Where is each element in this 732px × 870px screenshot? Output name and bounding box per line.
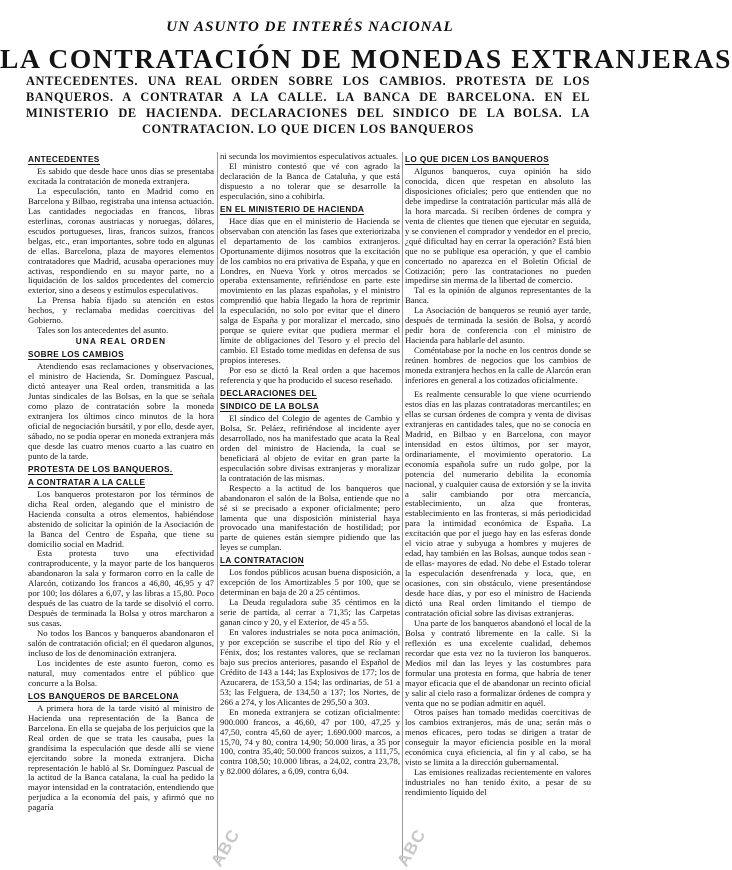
paragraph: En moneda extranjera se cotizan oficialmente: 900.000 francos, a 46,60, 47 por 100, 47,25 y 47,50, contra 45,60 de ayer; 1.690.000 marcos, a 15,70, 74 y 80, contra 14,90; 50.000 liras, a 35 por 100, contra 35,40; 50.000 francos suizos, a 111,75, contra 108,50; 10.000 libras, a 24,02, contra 23,78, y 82.000 dólares, a 6,09, contra 6,04. — [220, 706, 400, 777]
paragraph: Tales son los antecedentes del asunto. — [37, 325, 169, 336]
section-heading-real-orden: UNA REAL ORDEN — [75, 337, 167, 347]
paragraph: Es realmente censurable lo que viene ocurriendo estos días en las plazas contratadoras mercantiles; en ellas se cursan órdenes de compra y venta de divisas extranjeras en cantidades tales, que no se conocía en Madrid, en Bilbao y en Barcelona, con mayor intensidad en estos últimos, por ser mayor, ordinariamente, el movimiento operatorio. La economía española sufre un rudo golpe, por la potencia del numerario debilita la economía nacional, y cualquier causa de extorsión y se la invita a salir cambiando por otra mercancía, establecimiento, un alza que fronteras, establecimiento en las fronteras, si más periodicidad para la intimidad económica de España. La excitación que por el juego hay en las esferas donde el vicio atrae y subyuga a hombres y mujeres de edad, hay también en las Bolsas, aunque todos sean -de ellas- mayores de edad. No debe el Estado tolerar la especulación desenfrenada y loca, que, en ocasiones, con sin obstáculo, viene presentándose desde hace días, y por eso el ministro de Hacienda dictó una Real orden limitando el tiempo de contratación oficial sobre las divisas extranjeras. — [405, 388, 591, 618]
section-kicker: UN ASUNTO DE INTERÉS NACIONAL — [166, 19, 454, 35]
section-heading-declaraciones: DECLARACIONES DEL — [220, 388, 317, 398]
section-heading-cambios: SOBRE LOS CAMBIOS — [28, 350, 124, 360]
paragraph: Una parte de los banqueros abandonó el local de la Bolsa y contrató libremente en la calle. Si la reflexión es una excelente cualidad, debemos recordar que esta vez no la tuvieron los banqueros. Medios mil dan las leyes y las costumbres para formular una protesta en forma, que habría de tener mayor eficacia que el de abandonar un recinto oficial y salir al cielo raso a formalizar órdenes de compra y venta que no se podían admitir en aquél. — [405, 617, 591, 708]
paragraph: Coméntabase por la noche en los centros donde se reúnen hombres de negocios que los cambios de moneda extranjera hechos en la calle de Alarcón eran inferiores en general a los cotizados oficialmente. — [405, 345, 591, 386]
paragraph: En valores industriales se nota poca animación, y por excepción se suscribe el tipo del Río y el Fénix, dos; los restantes valores, que se reclaman bajo sus precios anteriores, pasando el Español de Crédito de 143 a 144; las Explosivos de 177; los de Azucarera, de 153,50 a 154; las ordinarias, de 51 a 53; las Felguera, de 134,50 a 137; los Nortes, de 266 a 274, y los Alicantes de 295,50 a 303. — [220, 627, 400, 707]
paragraph: Tal es la opinión de algunos representantes de la Banca. — [405, 285, 591, 306]
paragraph: Otros países han tomado medidas coercitivas de los cambios extranjeros, más de una; serán más o menos eficaces, pero todas se dirigen a tratar de conseguir la mayor eficiencia posible en la moral económica cuya eficiencia, al fin y al cabo, se ha visto se limita a la dirección gubernamental. — [405, 707, 591, 768]
section-heading-contratacion: LA CONTRATACION — [220, 556, 305, 566]
section-heading-banqueros: LO QUE DICEN LOS BANQUEROS — [405, 155, 550, 164]
column-3 — [405, 152, 591, 864]
column-rule-1 — [217, 152, 218, 860]
paragraph: Esta protesta tuvo una efectividad contraproducente, y la mayor parte de los banqueros abandonaron la sala y formaron corro en la calle de Alarcón, cotizando los francos a 46,80, 46,95 y 47 por 100; los dólares a 6,07, y las libras a 15,80. Poco después de las cuatro de la tarde se disolvió el corro. Después de terminada la Bolsa y otros marcharon a sus casas. — [28, 548, 214, 629]
paragraph: La Deuda reguladora sube 35 céntimos en la serie de partida, al cerrar a 71,35; las Carpetas ganan cinco y 20, y el Exterior, de 45 a 55. — [220, 597, 400, 628]
section-heading-ministerio: EN EL MINISTERIO DE HACIENDA — [220, 204, 365, 214]
section-heading-contratar-calle: A CONTRATAR A LA CALLE — [28, 477, 146, 487]
column-2 — [220, 152, 400, 864]
paragraph: A primera hora de la tarde visitó al ministro de Hacienda una representación de la Banca de Barcelona. En ella se quejaba de los perjuicios que la Real orden de que se trata les causaba, pues la grandísima la especulación que desde allí se viene ejercitando sobre la moneda extranjera. Dicha representación le habló al Sr. Domínguez Pascual de la actitud de la Banca catalana, la cual ha pedido la mayor intensidad en la contratación, entendiendo que perjudica a la economía del país, y afirmó que no pagaría — [28, 702, 214, 813]
paragraph: Los incidentes de este asunto fueron, como es natural, muy comentados entre el público que concurre a la Bolsa. — [28, 657, 214, 688]
paragraph: Algunos banqueros, cuya opinión ha sido conocida, dicen que respetan en absoluto las disposiciones oficiales; pero que entienden que no debe impedirse la contratación particular más allá de la hora marcada. Si reciben órdenes de compra y venta de clientes que tienen que ejecutar en seguida, y se convienen el comprador y vendedor en el precio, ¿qué dificultad hay en cerrar la operación? Está bien que no se publique esa operación, y que el cambio concertado no aparezca en el Boletín Oficial de Cotización; pero las contrataciones no pueden impedirse sin merma de la libertad de comercio. — [405, 166, 591, 286]
section-heading-sindico: SINDICO DE LA BOLSA — [220, 401, 320, 411]
paragraph: Respecto a la actitud de los banqueros que abandonaron el salón de la Bolsa, entiende que no sé si se precisado a exponer oficialmente; pero lamenta que una disposición ministerial haya provocado una manifestación de hostilidad; por parte de quienes están siempre pidiendo que las leyes se cumplan. — [220, 482, 400, 553]
paragraph: Atendiendo esas reclamaciones y observaciones, el ministro de Hacienda, Sr. Domínguez Pascual, dictó anteayer una Real orden, transmitida a las Juntas sindicales de las Bolsas, en la que se señala como plazo de contratación sobre la moneda extranjera los últimos cinco minutos de la hora oficial de negociación bursátil, y por ello, desde ayer, sábado, no se podía operar en moneda extranjera más que desde las cuatro menos cuarto a las cuatro en punto de la tarde. — [28, 361, 214, 461]
column-rule-2 — [402, 152, 403, 860]
section-heading-barcelona: LOS BANQUEROS DE BARCELONA — [28, 691, 179, 701]
paragraph: Hace días que en el ministerio de Hacienda se observaban con atención las fases que exteriorizaba el departamento de los cambios extranjeros. Oportunamente dijimos nosotros que la excitación de los cambios no era privativa de España, y que en Londres, en Nueva York y otros mercados se operaba extensamente, refiriéndose en parte este movimiento en las plazas españolas, y el ministro comprendió que había llegado la hora de reprimir la especulación, no solo por evitar que el dinero salga de España y por moralizar el mercado, sino porque se quiere evitar que pudiera mermar el límite de obligaciones del Tesoro y el precio del cambio. El Estado tome medidas en defensa de sus propios intereses. — [220, 215, 400, 366]
paragraph: El ministro contestó que vé con agrado la declaración de la Banca de Cataluña, y que está dispuesto a no tolerar que se desarrolle la especulación, sino a cohibirla. — [220, 160, 400, 201]
headline: LA CONTRATACIÓN DE MONEDAS EXTRANJERAS — [0, 43, 732, 74]
paragraph: Es sabido que desde hace unos días se presentaba excitada la contratación de moneda extranjera. — [28, 166, 214, 186]
paragraph: La Asociación de banqueros se reunió ayer tarde, después de terminada la sesión de Bolsa, y acordó pedir hora de conferencia con el ministro de Hacienda para hablarle del asunto. — [405, 305, 591, 346]
paragraph: No todos los Bancos y banqueros abandonaron el salón de contratación oficial; en él quedaron algunos, incluso de los de denominación extranjera. — [28, 628, 214, 658]
paragraph: El síndico del Colegio de agentes de Cambio y Bolsa, Sr. Peláez, refiriéndose al incidente ayer desarrollado, nos ha manifestado que acata la Real orden del ministro de Hacienda, la cual se beneficiará al objeto de evitar en gran parte la especulación sobre divisas extranjeras y moralizar la contratación de las mismas. — [220, 412, 400, 483]
paragraph: ni secunda los movimientos especulativos actuales. — [220, 151, 399, 161]
paragraph: Los banqueros protestaron por los términos de dicha Real orden, alegando que el ministro de Hacienda consulta a otros elementos, habiéndose abstenido de solicitar la opinión de la Asociación de la Banca del Centro de España, que tiene su domicilio social en Madrid. — [28, 488, 214, 549]
paragraph: Por eso se dictó la Real orden a que hacemos referencia y que ha producido el suceso reseñado. — [220, 365, 400, 386]
section-heading-antecedentes: ANTECEDENTES — [28, 155, 100, 164]
section-heading-protesta: PROTESTA DE LOS BANQUEROS. — [28, 464, 173, 474]
abc-watermark: ABC — [207, 825, 244, 870]
paragraph: Las emisiones realizadas recientemente en valores industriales no han tenido éxito, a pesar de su rendimiento líquido del — [405, 767, 591, 798]
subheadline-deck: ANTECEDENTES. UNA REAL ORDEN SOBRE LOS CAMBIOS. PROTESTA DE LOS BANQUEROS. A CONTRATAR A LA CALLE. LA BANCA DE BARCELONA. EN EL MINISTERIO DE HACIENDA. DECLARACIONES DEL SINDICO DE LA BOLSA. LA CONTRATACION. LO QUE DICEN LOS BANQUEROS — [26, 74, 590, 136]
column-1 — [28, 152, 214, 864]
abc-watermark: ABC — [393, 825, 430, 870]
paragraph: La especulación, tanto en Madrid como en Barcelona y Bilbao, registraba una intensa actuación. Las cantidades negociadas en francos, libras esterlinas, coronas austriacas y noruegas, dólares, escudos portugueses, liras, francos suizos, francos belgas, etc., eran importantes, sobre todo en algunas de ellas. Barcelona, plaza de mayores elementos contratadores que Madrid, acusaba operaciones muy activas, respondiendo en su mayor parte, no a liquidación de los saldos procedentes del comercio exterior, sino a deseos y estímulos especulativos. — [28, 185, 214, 296]
paragraph: Los fondos públicos acusan buena disposición, a excepción de los Amortizables 5 por 100, que se determinan en baja de 20 a 25 céntimos. — [220, 567, 400, 598]
paragraph: La Prensa había fijado su atención en estos hechos, y reclamaba medidas coercitivas del Gobierno. — [28, 295, 214, 326]
